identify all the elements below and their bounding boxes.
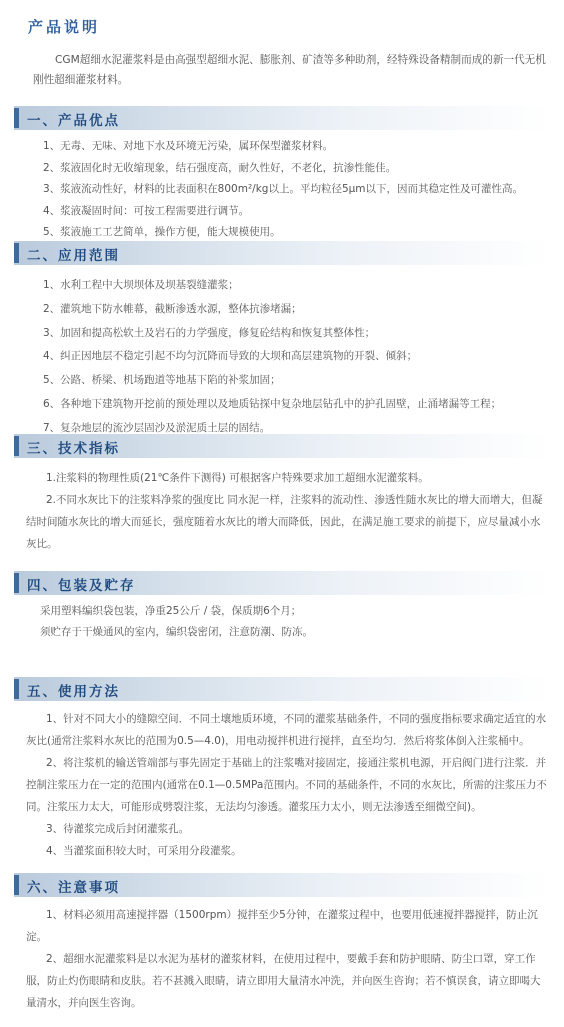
paragraph: 1、针对不同大小的缝隙空间．不同土壤地质环境，不同的灌浆基础条件，不同的强度指标要求确定适宜的水灰比(通常注浆料水灰比的范围为0.5—4.0)，用电动搅拌机进行搅拌，直至均匀．然后将浆体倒入注浆桶中。 <box>26 713 547 747</box>
list-item: 3、加固和提高松软土及岩石的力学强度，修复砼结构和恢复其整体性； <box>43 326 376 339</box>
section-accent <box>14 679 19 699</box>
section-accent <box>14 108 19 128</box>
section-accent <box>14 875 19 895</box>
paragraph: 采用塑料编织袋包装，净重25公斤 / 袋，保质期6个月； <box>40 605 302 617</box>
section-title: 二、应用范围 <box>27 248 120 264</box>
usage-text <box>26 708 550 862</box>
section-title: 四、包装及贮存 <box>27 578 136 594</box>
section-header-applications <box>14 241 550 265</box>
section-header-usage <box>14 677 550 701</box>
paragraph: 1.注浆料的物理性质(21℃条件下测得) 可根据客户特殊要求加工超细水泥灌浆料。 <box>46 472 429 484</box>
section-title: 一、产品优点 <box>27 113 120 129</box>
section-header-packaging <box>14 571 550 595</box>
section-header-specs <box>14 434 550 458</box>
list-item: 7、复杂地层的流沙层固沙及淤泥质土层的固结。 <box>43 421 271 434</box>
page-title: 产品说明 <box>28 18 101 36</box>
advantages-list <box>43 136 543 244</box>
paragraph: 2、超细水泥灌浆料是以水泥为基材的灌浆材料，在使用过程中，要戴手套和防护眼睛、防尘口罩，穿工作服，防止灼伤眼睛和皮肤。若不甚溅入眼睛，请立即用大量清水冲洗，并向医生咨询；若不慎误食，请立即喝大量清水，并向医生咨询。 <box>26 953 541 1009</box>
section-accent <box>14 573 19 593</box>
list-item: 4、浆液凝固时间：可按工程需要进行调节。 <box>43 204 250 217</box>
precautions-text <box>26 904 550 1014</box>
list-item: 3、浆液流动性好，材料的比表面积在800m²/kg以上。平均粒径5μm以下，因而其稳定性及可灌性高。 <box>43 183 524 195</box>
section-accent <box>14 436 19 456</box>
list-item: 1、无毒、无味、对地下水及环境无污染，属环保型灌浆材料。 <box>43 140 334 152</box>
list-item: 2、灌筑地下防水帷幕，截断渗透水源，整体抗渗堵漏； <box>43 302 302 315</box>
section-accent <box>14 243 19 263</box>
section-title: 五、使用方法 <box>27 684 120 700</box>
paragraph: 1、材料必须用高速搅拌器（1500rpm）搅拌至少5分钟，在灌浆过程中，也要用低速搅拌器搅拌，防止沉淀。 <box>26 909 538 943</box>
list-item: 5、公路、桥梁、机场跑道等地基下陷的补浆加固； <box>43 374 281 387</box>
section-title: 三、技术指标 <box>27 441 120 457</box>
intro-text: CGM超细水泥灌浆料是由高强型超细水泥、膨胀剂、矿渣等多种助剂，经特殊设备精制而成的新一代无机刚性超细灌浆材料。 <box>33 54 546 86</box>
packaging-text <box>26 601 550 643</box>
section-header-precautions <box>14 873 550 897</box>
specs-text <box>26 467 550 555</box>
paragraph: 4、当灌浆面积较大时，可采用分段灌浆。 <box>46 845 242 857</box>
list-item: 2、浆液固化时无收缩现象，结石强度高，耐久性好，不老化，抗渗性能佳。 <box>43 161 397 174</box>
list-item: 4、纠正因地层不稳定引起不均匀沉降而导致的大坝和高层建筑物的开裂、倾斜； <box>43 350 418 363</box>
list-item: 6、各种地下建筑物开挖前的预处理以及地质钻探中复杂地层钻孔中的护孔固壁，止涌堵漏等工程； <box>43 397 502 410</box>
paragraph: 须贮存于干燥通风的室内，编织袋密闭，注意防潮、防冻。 <box>40 626 313 638</box>
list-item: 1、水利工程中大坝坝体及坝基裂缝灌浆； <box>43 279 239 291</box>
section-header-advantages <box>14 106 550 130</box>
paragraph: 2.不同水灰比下的注浆料净浆的强度比 同水泥一样，注浆料的流动性、渗透性随水灰比的增大而增大，但凝结时间随水灰比的增大而延长，强度随着水灰比的增大而降低，因此，在满足施工要求的前提下，应尽量减小水灰比。 <box>26 494 543 550</box>
paragraph: 2、将注浆机的输送管端部与事先固定于基础上的注浆嘴对接固定，接通注浆机电源，开启阀门进行注浆．并控制注浆压力在一定的范围内(通常在0.1—0.5MPa范围内。不同的基础条件，不同的水灰比，所需的注浆压力不同。注浆压力太大，可能形成劈裂注浆，无法均匀渗透。灌浆压力太小，则无法渗透至细微空间)。 <box>26 757 547 813</box>
section-title: 六、注意事项 <box>27 880 120 896</box>
paragraph: 3、待灌浆完成后封闭灌浆孔。 <box>46 823 190 835</box>
applications-list <box>43 274 543 441</box>
list-item: 5、浆液施工工艺简单，操作方便，能大规模使用。 <box>43 226 281 238</box>
